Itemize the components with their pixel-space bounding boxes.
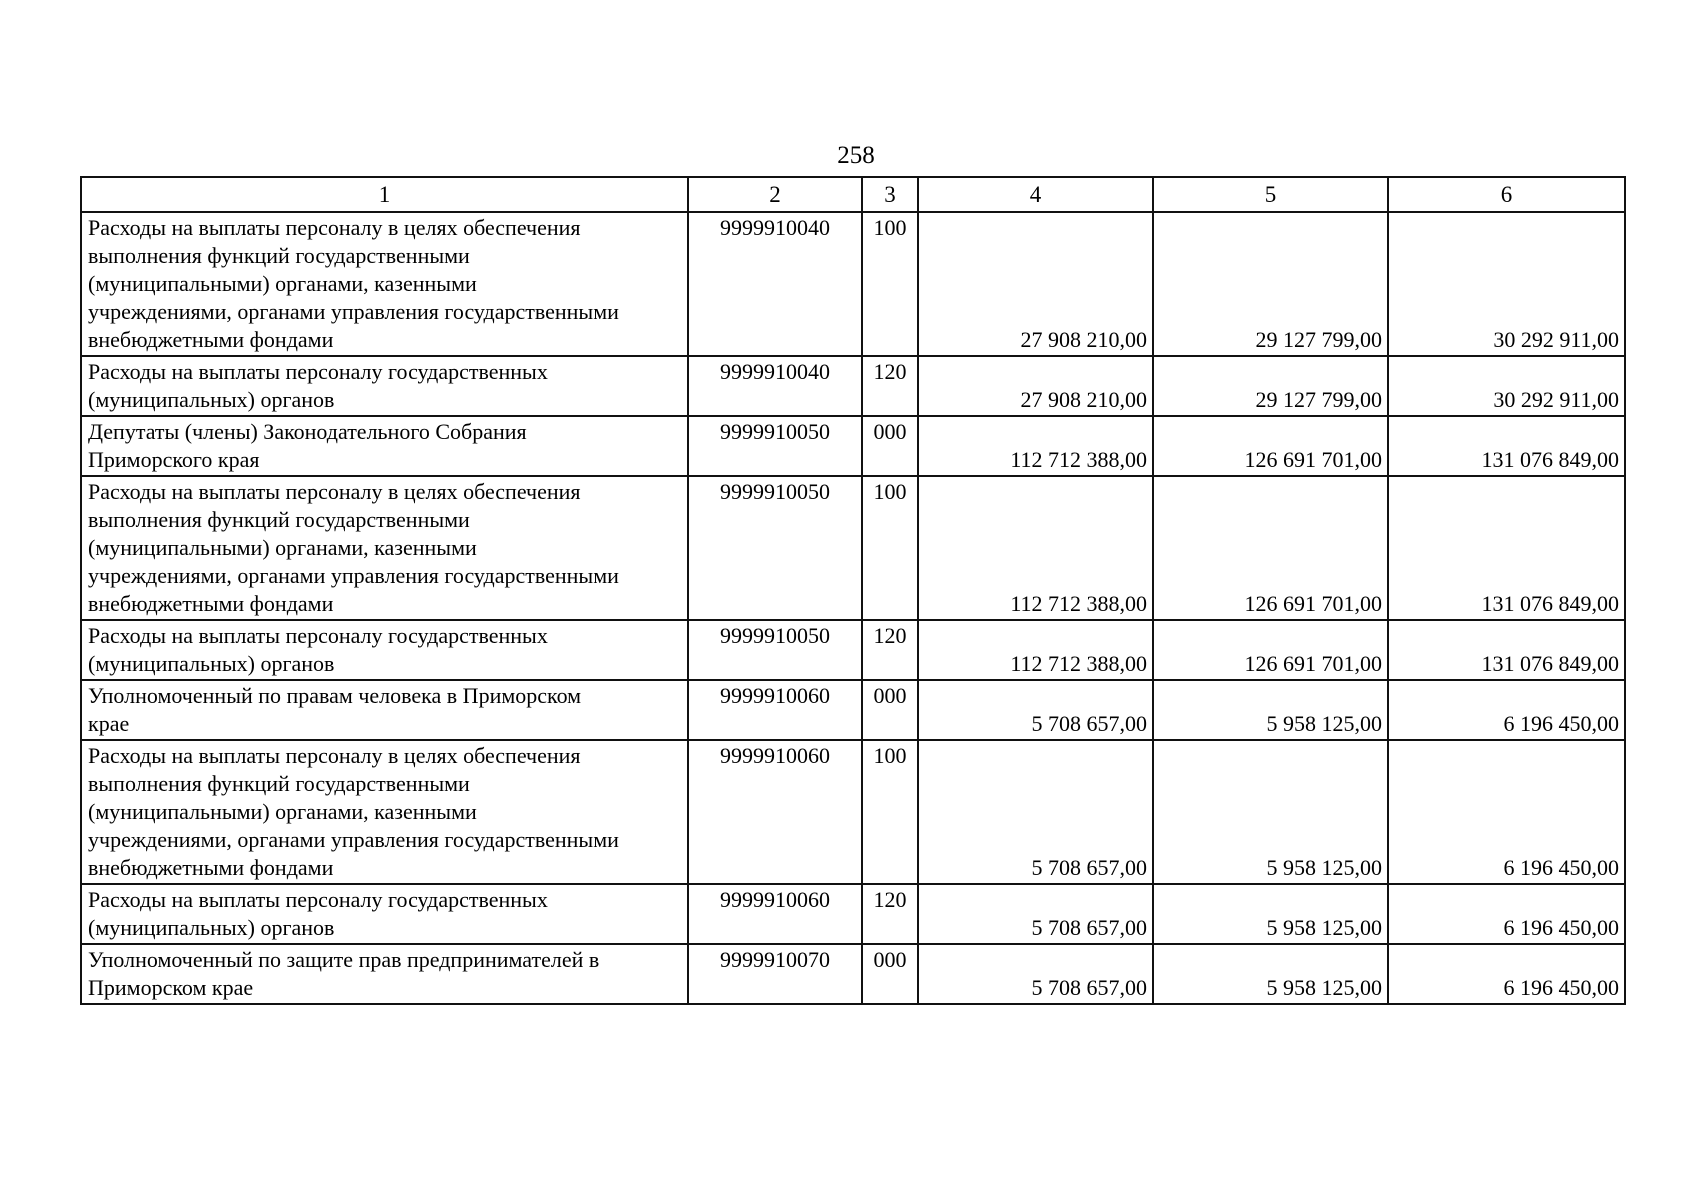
row-expense-type: 000	[862, 680, 918, 740]
row-code: 9999910060	[688, 884, 862, 944]
row-value-col6: 6 196 450,00	[1388, 884, 1625, 944]
row-description: Расходы на выплаты персоналу в целях обеспечения выполнения функций государственными (муниципальными) органами, казенными учреждениями, органами управления государственными внебюджетными фондами	[81, 740, 688, 884]
row-value-col4: 27 908 210,00	[918, 356, 1153, 416]
row-expense-type: 000	[862, 416, 918, 476]
row-value-col5: 5 958 125,00	[1153, 944, 1388, 1004]
table-row	[81, 740, 1625, 884]
table-row	[81, 356, 1625, 416]
row-value-col6: 6 196 450,00	[1388, 944, 1625, 1004]
row-code: 9999910060	[688, 740, 862, 884]
row-value-col4: 5 708 657,00	[918, 680, 1153, 740]
table-row	[81, 416, 1625, 476]
row-description: Расходы на выплаты персоналу государственных (муниципальных) органов	[81, 356, 688, 416]
row-description: Расходы на выплаты персоналу в целях обеспечения выполнения функций государственными (муниципальными) органами, казенными учреждениями, органами управления государственными внебюджетными фондами	[81, 212, 688, 356]
table-row	[81, 620, 1625, 680]
column-header: 2	[688, 177, 862, 212]
row-value-col4: 27 908 210,00	[918, 212, 1153, 356]
row-value-col5: 126 691 701,00	[1153, 476, 1388, 620]
row-value-col5: 29 127 799,00	[1153, 356, 1388, 416]
row-expense-type: 120	[862, 620, 918, 680]
row-description: Расходы на выплаты персоналу в целях обеспечения выполнения функций государственными (муниципальными) органами, казенными учреждениями, органами управления государственными внебюджетными фондами	[81, 476, 688, 620]
column-header: 1	[81, 177, 688, 212]
row-value-col5: 5 958 125,00	[1153, 884, 1388, 944]
row-value-col5: 29 127 799,00	[1153, 212, 1388, 356]
column-header: 3	[862, 177, 918, 212]
table-row	[81, 212, 1625, 356]
row-value-col4: 5 708 657,00	[918, 740, 1153, 884]
row-expense-type: 100	[862, 476, 918, 620]
page-number: 258	[837, 142, 875, 169]
row-expense-type: 100	[862, 212, 918, 356]
row-description: Уполномоченный по защите прав предпринимателей в Приморском крае	[81, 944, 688, 1004]
row-description: Расходы на выплаты персоналу государственных (муниципальных) органов	[81, 884, 688, 944]
row-code: 9999910060	[688, 680, 862, 740]
row-value-col4: 112 712 388,00	[918, 416, 1153, 476]
row-description: Уполномоченный по правам человека в Приморском крае	[81, 680, 688, 740]
row-code: 9999910070	[688, 944, 862, 1004]
table-row	[81, 884, 1625, 944]
row-description: Депутаты (члены) Законодательного Собрания Приморского края	[81, 416, 688, 476]
row-value-col5: 126 691 701,00	[1153, 620, 1388, 680]
budget-table	[80, 176, 1626, 1005]
row-value-col6: 30 292 911,00	[1388, 356, 1625, 416]
row-value-col6: 6 196 450,00	[1388, 740, 1625, 884]
row-value-col6: 131 076 849,00	[1388, 416, 1625, 476]
column-header: 4	[918, 177, 1153, 212]
row-value-col4: 112 712 388,00	[918, 476, 1153, 620]
table-row	[81, 680, 1625, 740]
row-value-col4: 5 708 657,00	[918, 884, 1153, 944]
table-row	[81, 476, 1625, 620]
column-header: 6	[1388, 177, 1625, 212]
row-value-col4: 5 708 657,00	[918, 944, 1153, 1004]
row-value-col6: 131 076 849,00	[1388, 476, 1625, 620]
header-row	[81, 177, 1625, 212]
row-expense-type: 120	[862, 884, 918, 944]
row-code: 9999910050	[688, 620, 862, 680]
row-code: 9999910040	[688, 212, 862, 356]
row-expense-type: 100	[862, 740, 918, 884]
row-value-col6: 131 076 849,00	[1388, 620, 1625, 680]
table-row	[81, 944, 1625, 1004]
row-description: Расходы на выплаты персоналу государственных (муниципальных) органов	[81, 620, 688, 680]
row-code: 9999910050	[688, 476, 862, 620]
row-expense-type: 000	[862, 944, 918, 1004]
row-value-col5: 126 691 701,00	[1153, 416, 1388, 476]
column-header: 5	[1153, 177, 1388, 212]
row-value-col6: 30 292 911,00	[1388, 212, 1625, 356]
row-code: 9999910050	[688, 416, 862, 476]
row-value-col5: 5 958 125,00	[1153, 680, 1388, 740]
row-value-col5: 5 958 125,00	[1153, 740, 1388, 884]
row-code: 9999910040	[688, 356, 862, 416]
row-value-col6: 6 196 450,00	[1388, 680, 1625, 740]
row-expense-type: 120	[862, 356, 918, 416]
row-value-col4: 112 712 388,00	[918, 620, 1153, 680]
